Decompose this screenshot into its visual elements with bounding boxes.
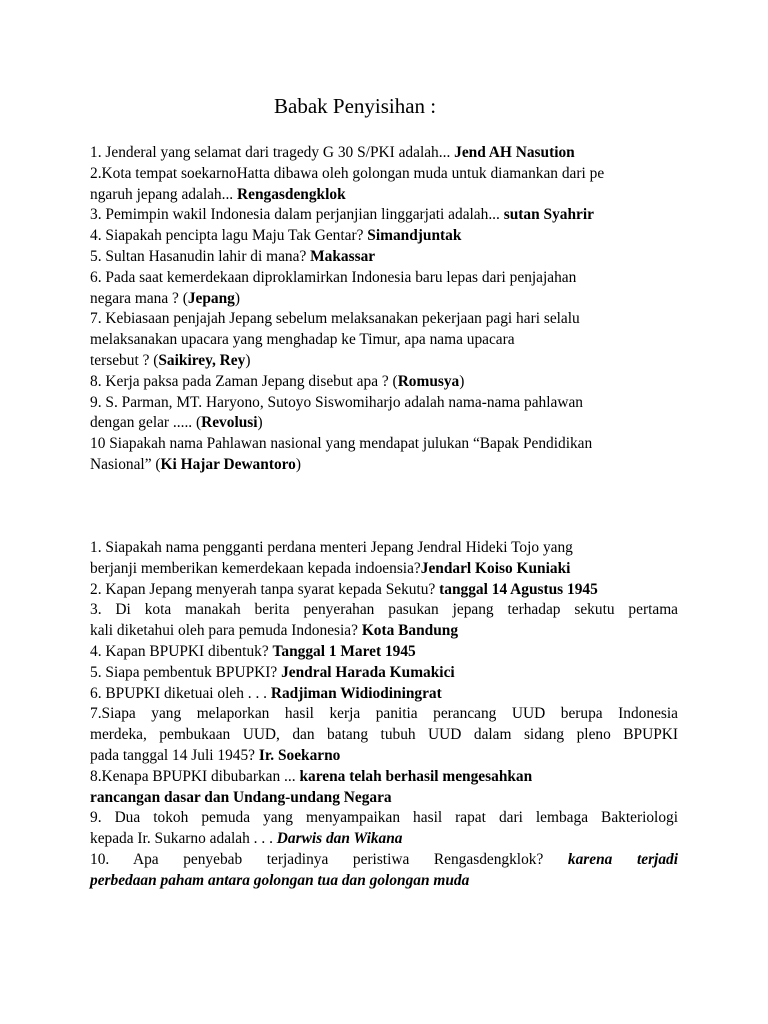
question-1-line-1: 1. Siapakah nama pengganti perdana menteri Jepang Jendral Hideki Tojo yang [90,539,573,556]
question-text: 4. Siapakah pencipta lagu Maju Tak Gentar? [90,227,368,245]
question-2-line-2 [90,185,678,206]
question-text: 10. Apa penyebab terjadinya peristiwa Rengasdengklok? [90,850,568,868]
question-7-line-1: 7. Kebiasaan penjajah Jepang sebelum melaksanakan pekerjaan pagi hari selalu [90,310,580,328]
question-text: Nasional” ( [90,455,161,473]
question-text: kepada Ir. Sukarno adalah . . . [90,830,277,848]
question-7-line-1: 7.Siapa yang melaporkan hasil kerja panitia perancang UUD berupa Indonesia [90,705,678,723]
question-text: dengan gelar ..... ( [90,414,202,432]
question-text: 5. Sultan Hasanudin lahir di mana? [90,247,311,265]
question-10-line-1 [90,850,678,871]
answer-part-1: karena terjadi [567,850,679,868]
question-4 [90,642,678,663]
question-8 [90,372,678,393]
question-10-line-1: 10 Siapakah nama Pahlawan nasional yang mendapat julukan “Bapak Pendidikan [90,435,593,453]
question-8-line-1 [90,767,678,788]
question-text: 2. Kapan Jepang menyerah tanpa syarat kepada Sekutu? [90,580,440,598]
question-section-2 [90,538,678,892]
question-4 [90,226,678,247]
question-text: kali diketahui oleh para pemuda Indonesia? [90,622,362,640]
question-6-line-2 [90,289,678,310]
question-section-1 [90,143,678,476]
question-2-line-1: 2.Kota tempat soekarnoHatta dibawa oleh golongan muda untuk diamankan dari pe [90,164,605,182]
close-paren: ) [459,372,465,390]
question-9-line-1: 9. S. Parman, MT. Haryono, Sutoyo Siswomiharjo adalah nama-nama pahlawan [90,393,583,411]
answer: Tanggal 1 Maret 1945 [272,642,416,660]
answer: Jendarl Koiso Kuniaki [420,559,571,577]
page-title: Babak Penyisihan : [274,94,437,118]
question-text: ngaruh jepang adalah... [90,185,238,203]
question-9-line-2 [90,413,678,434]
answer-part-2: rancangan dasar dan Undang-undang Negara [90,788,392,806]
answer: Darwis dan Wikana [276,830,403,848]
question-text: negara mana ? ( [90,289,188,307]
question-6-line-1: 6. Pada saat kemerdekaan diproklamirkan Indonesia baru lepas dari penjajahan [90,268,577,286]
close-paren: ) [295,455,302,473]
question-10-line-2 [90,871,678,892]
question-3 [90,205,678,226]
question-2 [90,580,678,601]
question-7-line-3 [90,746,678,767]
question-6 [90,684,678,705]
question-8-line-2 [90,788,678,809]
question-text: 1. Jenderal yang selamat dari tragedy G 30 S/PKI adalah... [90,144,455,161]
question-text: 6. BPUPKI diketuai oleh . . . [90,684,271,702]
answer: Jend AH Nasution [454,144,575,161]
answer: tanggal 14 Agustus 1945 [439,580,598,598]
question-3-line-1: 3. Di kota manakah berita penyerahan pasukan jepang terhadap sekutu pertama [90,601,678,619]
answer: Makassar [310,247,376,265]
question-5 [90,247,678,268]
question-text: 5. Siapa pembentuk BPUPKI? [90,663,282,681]
answer: Jendral Harada Kumakici [281,663,455,681]
question-7-line-2: merdeka, pembukaan UUD, dan batang tubuh UUD dalam sidang pleno BPUPKI [90,726,678,744]
question-9-line-2 [90,829,678,850]
question-text: 8. Kerja paksa pada Zaman Jepang disebut apa ? ( [90,372,398,390]
question-text: berjanji memberikan kemerdekaan kepada indoensia? [90,559,421,577]
answer: Revolusi [201,414,258,432]
question-3-line-2 [90,621,678,642]
question-10-line-2 [90,455,678,476]
question-7-line-2: melaksanakan upacara yang menghadap ke Timur, apa nama upacara [90,331,515,349]
question-9-line-1: 9. Dua tokoh pemuda yang menyampaikan hasil rapat dari lembaga Bakteriologi [90,809,678,827]
answer-part-2: perbedaan paham antara golongan tua dan golongan muda [90,871,470,889]
question-text: tersebut ? ( [90,351,159,369]
answer: Radjiman Widiodiningrat [270,684,442,702]
answer-part-1: karena telah berhasil mengesahkan [299,767,533,785]
question-5 [90,663,678,684]
answer: Jepang [187,289,235,307]
close-paren: ) [257,414,263,432]
answer: Ki Hajar Dewantoro [160,455,296,473]
answer: Ir. Soekarno [258,746,341,764]
question-text: pada tanggal 14 Juli 1945? [90,746,259,764]
close-paren: ) [234,289,241,307]
answer: Kota Bandung [361,622,459,640]
close-paren: ) [245,351,251,369]
question-text: 8.Kenapa BPUPKI dibubarkan ... [90,767,300,785]
question-1 [90,143,678,164]
question-text: 3. Pemimpin wakil Indonesia dalam perjanjian linggarjati adalah... [90,206,504,224]
answer: Simandjuntak [367,227,462,245]
answer: Rengasdengklok [237,185,346,203]
answer: Romusya [397,372,460,390]
question-text: 4. Kapan BPUPKI dibentuk? [90,642,273,660]
question-1-line-2 [90,559,678,580]
question-7-line-3 [90,351,678,372]
answer: sutan Syahrir [503,206,594,224]
answer: Saikirey, Rey [158,351,246,369]
